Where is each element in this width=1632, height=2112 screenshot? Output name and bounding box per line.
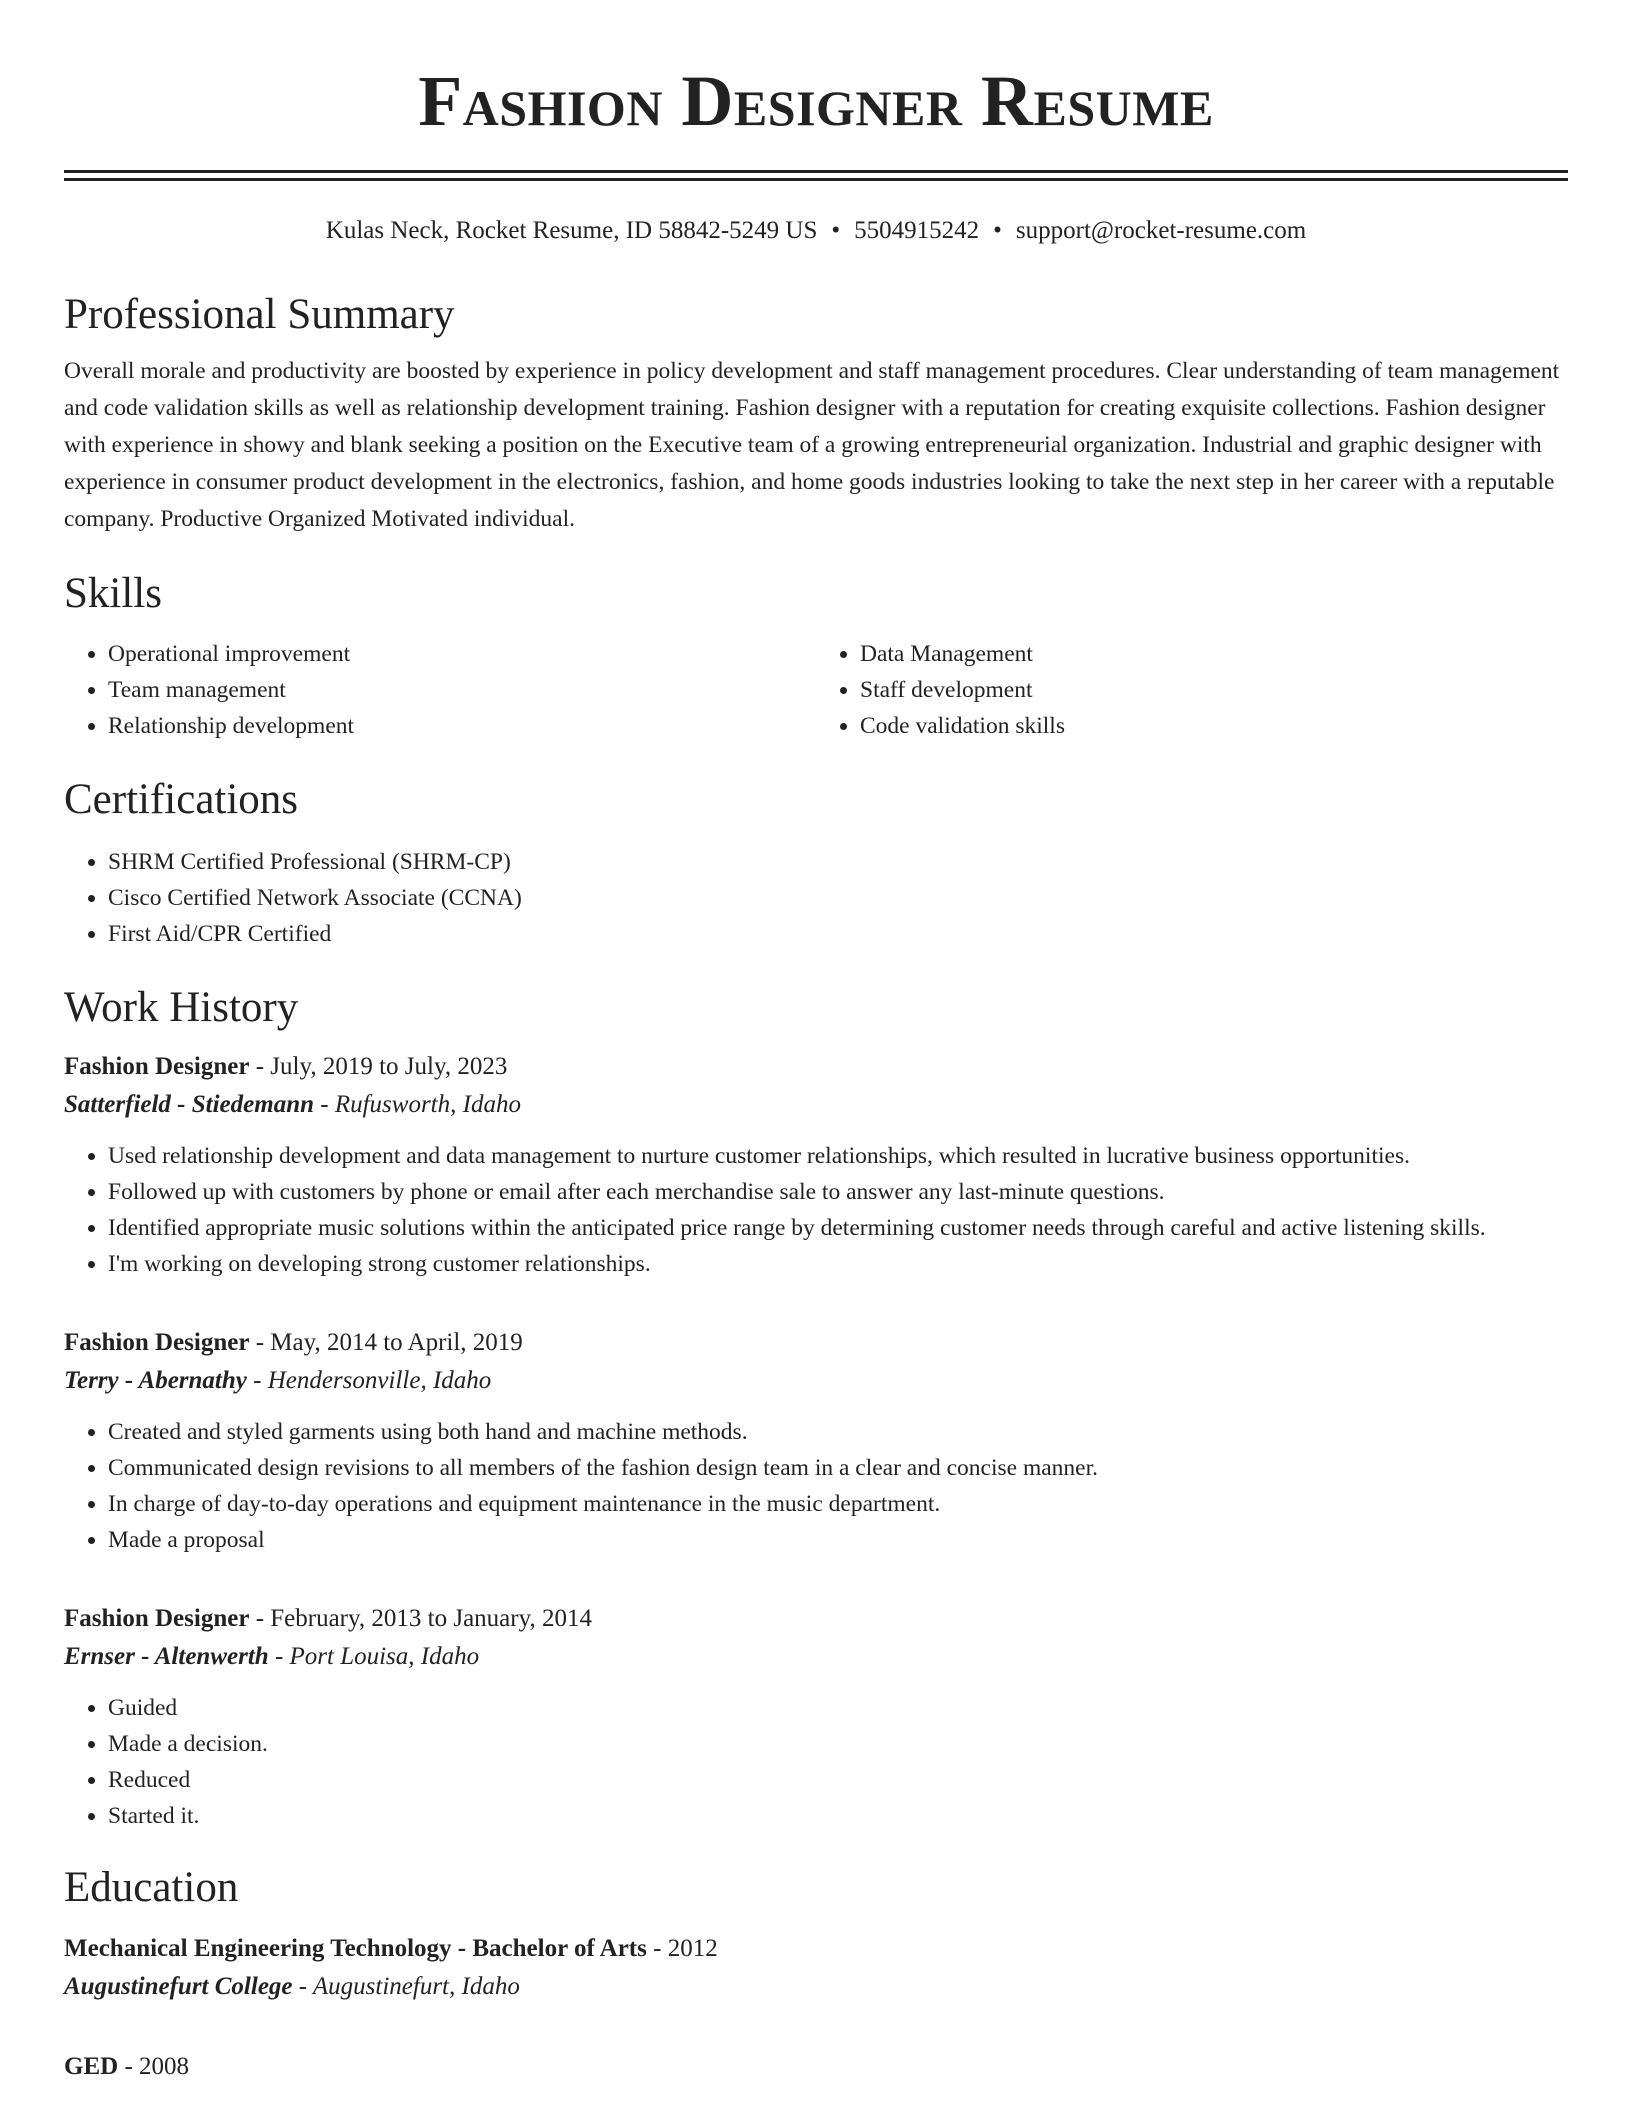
education-school: Augustinefurt College [64, 1973, 293, 2000]
contact-separator: • [831, 217, 841, 244]
contact-separator: • [993, 217, 1002, 244]
job-company: Terry - Abernathy [64, 1367, 247, 1394]
job-title: Fashion Designer [64, 1605, 250, 1632]
education-year: 2012 [667, 1935, 718, 1962]
education-year: 2008 [139, 2053, 190, 2080]
job-company: Satterfield - Stiedemann [64, 1091, 314, 1118]
job-bullets [64, 1414, 1568, 1558]
job-bullet: • Reduced [108, 1762, 1568, 1798]
job-dates: July, 2019 to July, 2023 [270, 1053, 508, 1080]
job-bullet: • Used relationship development and data management to nurture customer relationships, which resulted in lucrative business opportunities. [108, 1138, 1568, 1174]
job-location: Rufusworth, Idaho [334, 1091, 521, 1118]
job-location: Port Louisa, Idaho [289, 1643, 480, 1670]
education-degree: GED [64, 2053, 119, 2080]
job-entry [64, 1324, 1568, 1558]
summary-heading: Professional Summary [64, 291, 455, 338]
skill-item: • Code validation skills [860, 708, 1568, 744]
certification-item: • First Aid/CPR Certified [108, 916, 1568, 952]
contact-phone: 5504915242 [854, 217, 980, 244]
job-title: Fashion Designer [64, 1053, 250, 1080]
job-bullet: • Identified appropriate music solutions within the anticipated price range by determining customer needs through careful and active listening skills. [108, 1210, 1568, 1246]
summary-text: Overall morale and productivity are boosted by experience in policy development and staff management procedures. Clear understanding of team management and code validation skills as well as relationship development training. Fashion designer with a reputation for creating exquisite collections. Fashion designer with experience in showy and blank seeking a position on the Executive team of a growing entrepreneurial organization. Industrial and graphic designer with experience in consumer product development in the electronics, fashion, and home goods industries looking to take the next step in her career with a reputable company. Productive Organized Motivated individual. [64, 358, 1560, 532]
education-entry [64, 1930, 1568, 2006]
job-bullet: • Communicated design revisions to all members of the fashion design team in a clear and concise manner. [108, 1450, 1568, 1486]
job-dates: February, 2013 to January, 2014 [270, 1605, 592, 1632]
certifications-heading: Certifications [64, 776, 299, 823]
job-entry [64, 1048, 1568, 1282]
job-bullets [64, 1690, 1568, 1834]
education-section [64, 1860, 1568, 2086]
skill-item: • Team management [108, 672, 816, 708]
job-title-line: Fashion Designer - February, 2013 to January, 2014 [64, 1605, 592, 1632]
education-degree: Mechanical Engineering Technology - Bachelor of Arts [64, 1935, 647, 1962]
job-location: Hendersonville, Idaho [267, 1367, 492, 1394]
skills-section [64, 566, 1568, 744]
certifications-list [64, 844, 1568, 952]
job-bullet: • Followed up with customers by phone or email after each merchandise sale to answer any last-minute questions. [108, 1174, 1568, 1210]
contact-address: Kulas Neck, Rocket Resume, ID 58842-5249 US [325, 217, 818, 244]
skills-list-right [816, 636, 1568, 744]
job-title-line: Fashion Designer - July, 2019 to July, 2023 [64, 1053, 508, 1080]
job-company-line: Ernser - Altenwerth - Port Louisa, Idaho [64, 1643, 480, 1670]
certification-item: • SHRM Certified Professional (SHRM-CP) [108, 844, 1568, 880]
skills-columns [64, 636, 1568, 744]
job-company-line: Satterfield - Stiedemann - Rufusworth, Idaho [64, 1091, 521, 1118]
job-company-line: Terry - Abernathy - Hendersonville, Idaho [64, 1367, 492, 1394]
work-history-section [64, 980, 1568, 1834]
skill-item: • Operational improvement [108, 636, 816, 672]
job-dates: May, 2014 to April, 2019 [270, 1329, 523, 1356]
job-title-line: Fashion Designer - May, 2014 to April, 2019 [64, 1329, 523, 1356]
skill-item: • Staff development [860, 672, 1568, 708]
education-heading: Education [64, 1864, 239, 1911]
education-entry [64, 2048, 1568, 2086]
contact-email: support@rocket-resume.com [1015, 217, 1307, 244]
job-bullet: • Guided [108, 1690, 1568, 1726]
education-degree-line: Mechanical Engineering Technology - Bachelor of Arts - 2012 [64, 1935, 718, 1962]
education-location: Augustinefurt, Idaho [312, 1973, 520, 2000]
skills-list-left [64, 636, 816, 744]
education-school-line: Augustinefurt College - Augustinefurt, Idaho [64, 1973, 520, 2000]
job-bullets [64, 1138, 1568, 1282]
education-degree-line: GED - 2008 [64, 2053, 190, 2080]
job-bullet: • Started it. [108, 1798, 1568, 1834]
job-bullet: • Made a decision. [108, 1726, 1568, 1762]
job-bullet: • In charge of day-to-day operations and equipment maintenance in the music department. [108, 1486, 1568, 1522]
job-entry [64, 1600, 1568, 1834]
summary-section [64, 287, 1568, 538]
skills-heading: Skills [64, 570, 162, 617]
title-divider [64, 170, 1568, 181]
job-bullet: • Made a proposal [108, 1522, 1568, 1558]
job-bullet: • Created and styled garments using both hand and machine methods. [108, 1414, 1568, 1450]
certifications-section [64, 772, 1568, 952]
contact-line [64, 213, 1568, 249]
job-title: Fashion Designer [64, 1329, 250, 1356]
resume-title: Fashion Designer Resume [418, 61, 1214, 141]
work-history-heading: Work History [64, 984, 299, 1031]
certification-item: • Cisco Certified Network Associate (CCNA) [108, 880, 1568, 916]
skill-item: • Data Management [860, 636, 1568, 672]
job-company: Ernser - Altenwerth [64, 1643, 269, 1670]
job-bullet: • I'm working on developing strong customer relationships. [108, 1246, 1568, 1282]
skill-item: • Relationship development [108, 708, 816, 744]
